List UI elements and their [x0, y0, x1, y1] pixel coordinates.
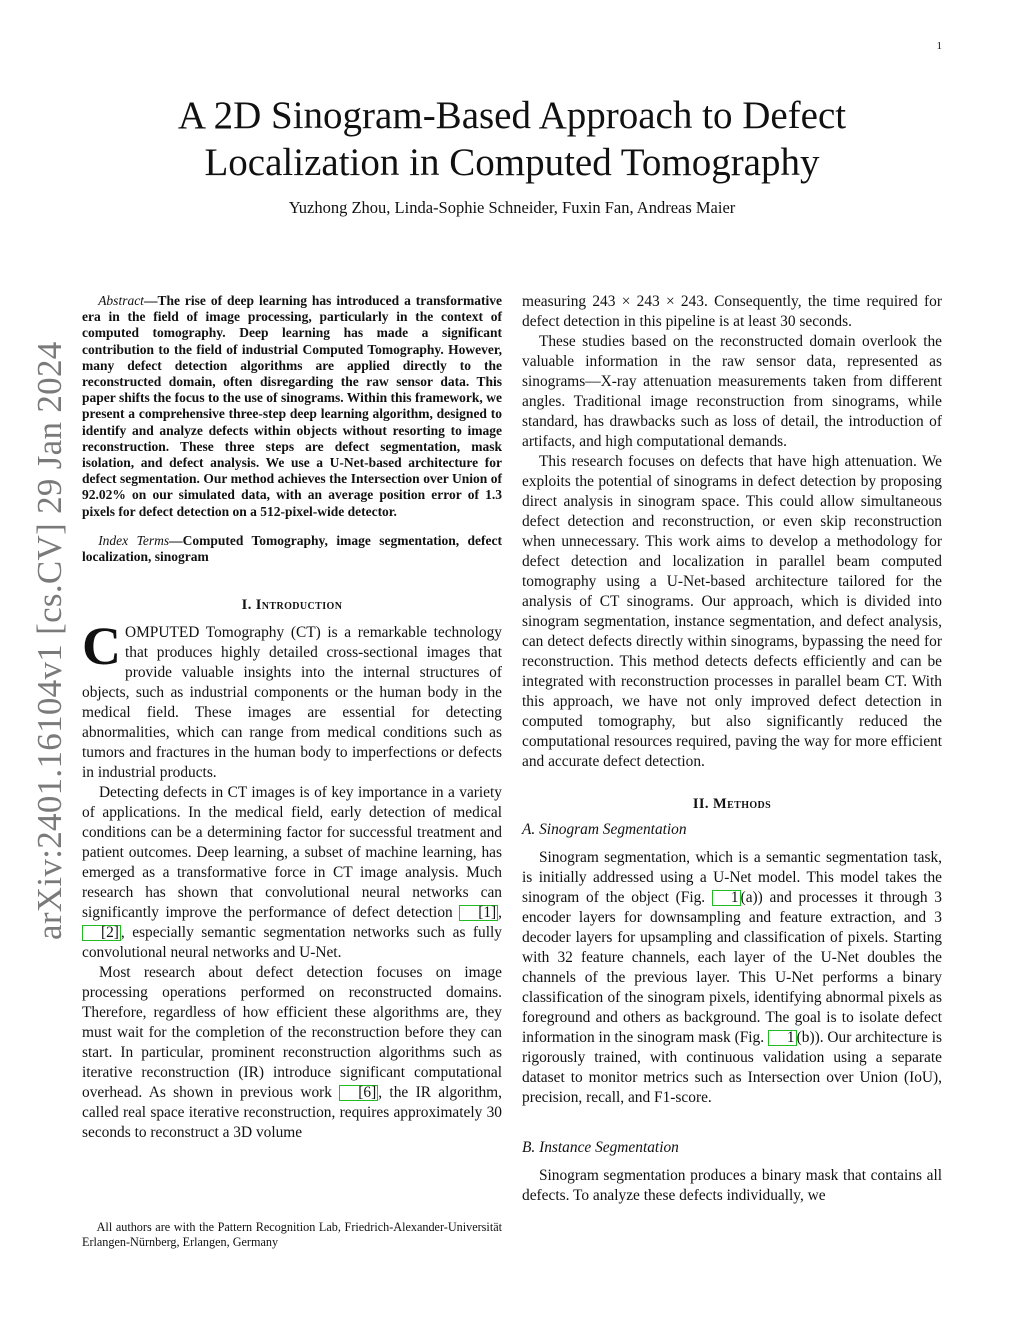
abstract-text: —The rise of deep learning has introduced a transformative era in the field of image processing, particularly in the context of computed tomography. Deep learning has made a significant contribution to the field of industrial Computed Tomography. However, many defect detection algorithms are applied directly to the reconstructed domain, often disregarding the raw sensor data. This paper shifts the focus to the use of sinograms. Within this framework, we present a comprehensive three-step deep learning algorithm, designed to identify and analyze defects within objects without resorting to image reconstruction. These three steps are defect segmentation, mask isolation, and defect analysis. We use a U-Net-based architecture for defect segmentation. Our method achieves the Intersection over Union of 92.02% on our simulated data, with an average position error of 1.3 pixels for defect detection on a 512-pixel-wide detector. [82, 293, 502, 519]
citation-link-1[interactable]: [1] [459, 905, 498, 921]
page-number: 1 [936, 40, 942, 52]
intro-paragraph-1-text: OMPUTED Tomography (CT) is a remarkable technology that produces highly detailed cross-sectional images that provide valuable insights into the internal structures of objects, such as industrial components or the human body in the medical field. These images are essential for detecting abnormalities, which can range from medical conditions such as tumors and fractures in the human body to imperfections or defects in industrial products. [82, 624, 502, 782]
affiliation-footnote: All authors are with the Pattern Recognition Lab, Friedrich-Alexander-Universität Erlangen-Nürnberg, Erlangen, Germany [82, 1220, 502, 1249]
section-heading-methods: II. Methods [692, 796, 772, 812]
section-heading-introduction: I. Introduction [241, 597, 343, 614]
subsection-heading-instance-segmentation: B. Instance Segmentation [522, 1139, 679, 1156]
figure-link-1a[interactable]: 1 [712, 890, 741, 906]
intro-paragraph-3-text: Most research about defect detection focuses on image processing operations performed on reconstructed domains. Therefore, regardless of how efficient these algorithms are, they must wait for the completion of the reconstruction before they can start. In particular, prominent reconstruction algorithms such as iterative reconstruction (IR) introduce significant computational overhead. As shown in previous work [82, 964, 502, 1102]
methods-paragraph-1-tail: (b)). Our architecture is rigorously trained, with continuous validation using a separate dataset to monitor metrics such as Intersection over Union (IoU), precision, recall, and F1-score. [522, 1029, 943, 1106]
intro-paragraph-2-tail: , especially semantic segmentation networks such as fully convolutional neural networks and U-Net. [82, 924, 502, 962]
citation-link-2[interactable]: [2] [82, 925, 121, 941]
methods-paragraph-1 [522, 848, 942, 1108]
intro-paragraph-1 [82, 616, 502, 783]
right-paragraph-2: This research focuses on defects that have high attenuation. We exploits the potential of sinograms in defect detection by proposing direct analysis in sinogram space. This could allow simultaneous defect detection and reconstruction, or even skip reconstruction when unnecessary. This work aims to develop a methodology for defect detection and localization in parallel beam computed tomography using a U-Net-based architecture tailored for the analysis of CT sinograms. Our approach, which is divided into sinogram segmentation, instance segmentation, and defect analysis, can detect defects directly within sinograms, bypassing the need for reconstruction. This method detects defects efficiently and can be integrated with reconstruction processes in parallel beam CT. With this approach, we have not only improved defect detection in computed tomography, but also significantly reduced the computational resources required, paving the way for more efficient and accurate defect detection. [522, 453, 942, 770]
drop-cap: C [82, 616, 121, 677]
continued-paragraph: measuring 243 × 243 × 243. Consequently, the time required for defect detection in this pipeline is at least 30 seconds. [522, 293, 942, 330]
subsection-heading-sinogram-segmentation: A. Sinogram Segmentation [522, 821, 687, 838]
arxiv-identifier: arXiv:2401.16104v1 [cs.CV] 29 Jan 2024 [30, 341, 69, 940]
intro-paragraph-2-text: Detecting defects in CT images is of key importance in a variety of applications. In the medical field, early detection of medical conditions can be a determining factor for successful treatment and patient outcomes. Deep learning, a subset of machine learning, has emerged as a transformative force in CT image analysis. Much research has shown that convolutional neural networks can significantly improve the performance of defect detection [82, 784, 502, 922]
abstract-label: Abstract [98, 293, 144, 308]
index-terms-text: —Computed Tomography, image segmentation, defect localization, sinogram [82, 532, 503, 565]
index-terms-label: Index Terms [98, 532, 170, 548]
right-paragraph-1: These studies based on the reconstructed domain overlook the valuable information in the raw sensor data, represented as sinograms—X-ray attenuation measurements taken from different angles. Traditional image reconstruction from sinograms, while standard, has drawbacks such as loss of detail, the introduction of artifacts, and high computational demands. [522, 333, 942, 450]
left-column [82, 293, 502, 1143]
methods-paragraph-1-text: Sinogram segmentation, which is a semantic segmentation task, is initially addressed using a U-Net model. This model takes the sinogram of the object (Fig. [522, 849, 942, 906]
intro-paragraph-3 [82, 963, 502, 1143]
methods-paragraph-1-middle: (a)) and processes it through 3 encoder layers for downsampling and feature extraction, and 3 decoder layers for upsampling and classification of pixels. Starting with 32 feature channels, each layer of the U-Net doubles the channels of the previous layer. This U-Net performs a binary classification of the sinogram pixels, identifying abnormal pixels as foreground and others as background. The goal is to isolate defect information in the sinogram mask (Fig. [522, 889, 942, 1046]
right-column [522, 292, 942, 1206]
intro-paragraph-2 [82, 783, 502, 963]
index-terms [82, 533, 502, 565]
methods-paragraph-2: Sinogram segmentation produces a binary mask that contains all defects. To analyze these defects individually, we [522, 1167, 942, 1204]
figure-link-1b[interactable]: 1 [768, 1030, 797, 1046]
citation-separator: , [498, 904, 502, 922]
abstract [82, 293, 502, 520]
citation-link-6[interactable]: [6] [339, 1085, 378, 1101]
intro-paragraph-3-tail: , the IR algorithm, called real space iterative reconstruction, requires approximately 30 seconds to reconstruct a 3D volume [82, 1084, 502, 1142]
paper-title: A 2D Sinogram-Based Approach to Defect Localization in Computed Tomography [177, 94, 847, 184]
author-list: Yuzhong Zhou, Linda-Sophie Schneider, Fuxin Fan, Andreas Maier [288, 198, 736, 217]
